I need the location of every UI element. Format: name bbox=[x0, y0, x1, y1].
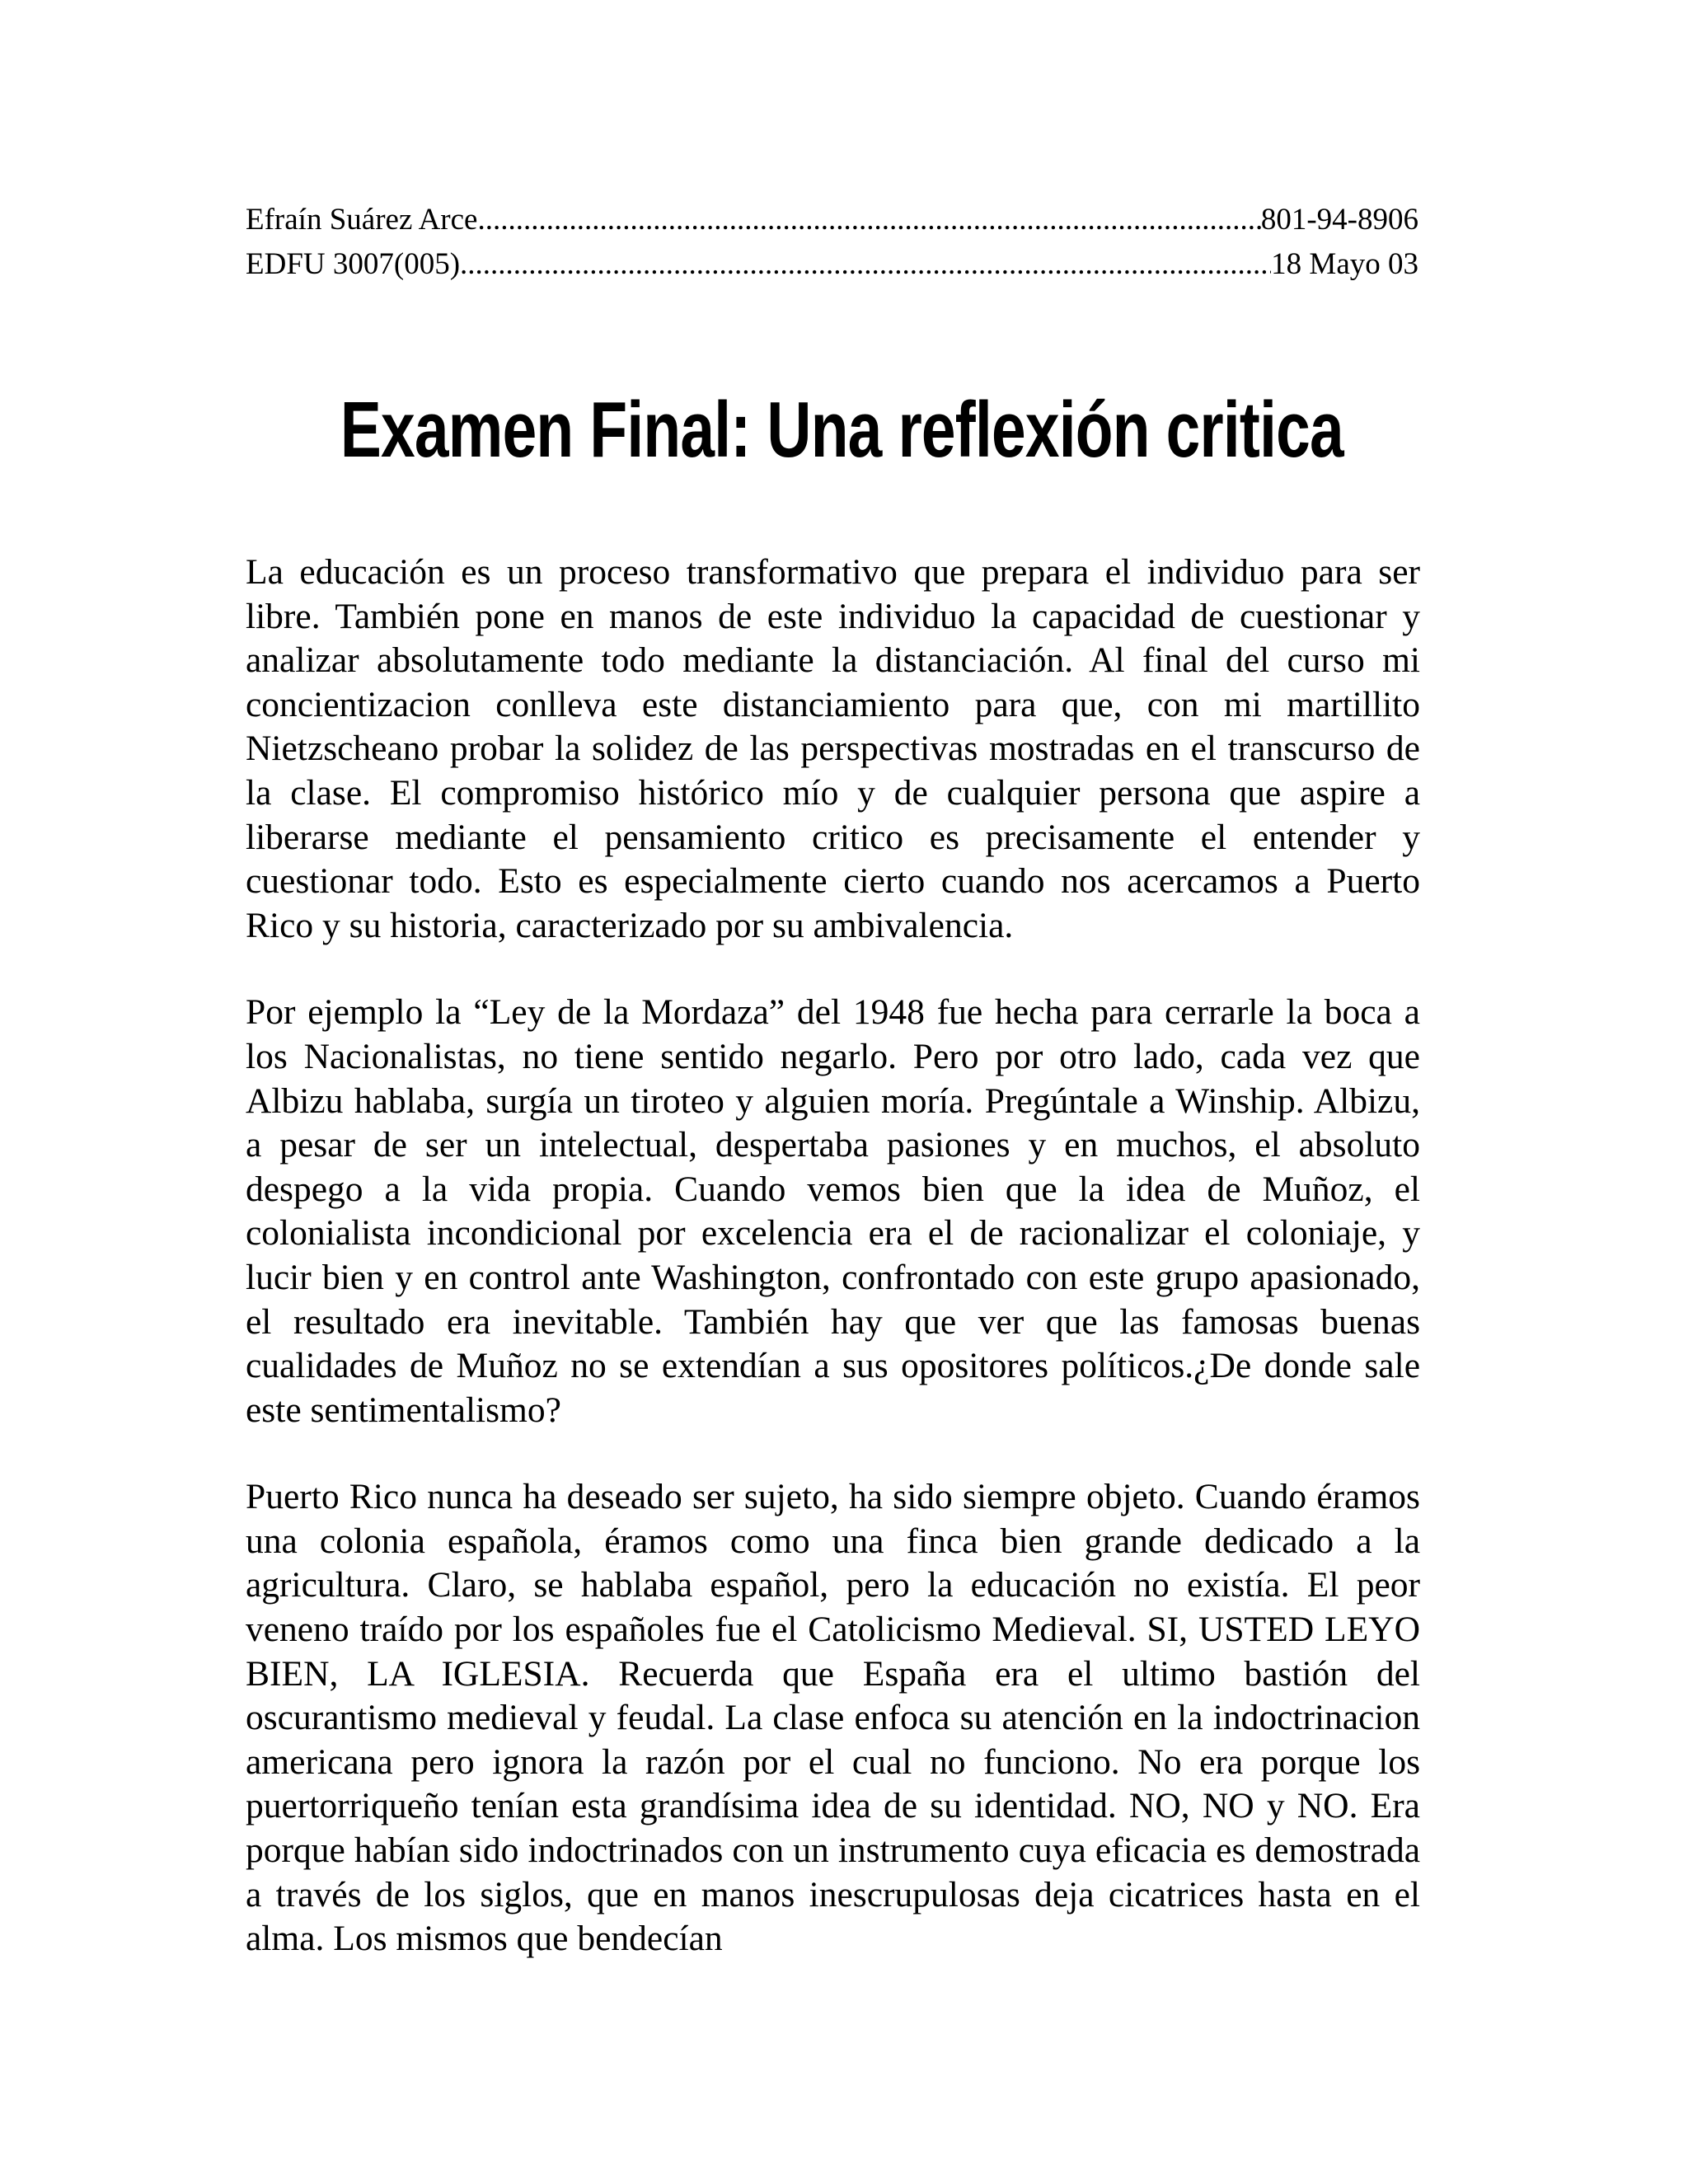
author-name: Efraín Suárez Arce bbox=[246, 203, 478, 237]
body-paragraph: Puerto Rico nunca ha deseado ser sujeto, ha sido siempre objeto. Cuando éramos una colonia española, éramos como una finca bien grande dedicado a la agricultura. Claro, se hablaba español, pero la educación no existía. El peor veneno traído por los españoles fue el Catolicismo Medieval. SI, USTED LEYO BIEN, LA IGLESIA. Recuerda que España era el ultimo bastión del oscurantismo medieval y feudal. La clase enfoca su atención en la indoctrinacion americana pero ignora la razón por el cual no funciono. No era porque los puertorriqueño tenían esta grandísima idea de su identidad. NO, NO y NO. Era porque habían sido indoctrinados con un instrumento cuya eficacia es demostrada a través de los siglos, que en manos inescrupulosas deja cicatrices hasta en el alma. Los mismos que bendecían bbox=[246, 1477, 1420, 1959]
dot-leader bbox=[460, 242, 1271, 287]
document-header bbox=[246, 198, 1418, 287]
course-code: EDFU 3007(005) bbox=[246, 247, 461, 281]
student-id: 801-94-8906 bbox=[1260, 203, 1418, 237]
header-line-course bbox=[246, 242, 1418, 287]
body-paragraph: La educación es un proceso transformativo que prepara el individuo para ser libre. También pone en manos de este individuo la capacidad de cuestionar y analizar absolutamente todo mediante la distanciación. Al final del curso mi concientizacion conlleva este distanciamiento para que, con mi martillito Nietzscheano probar la solidez de las perspectivas mostradas en el transcurso de la clase. El compromiso histórico mío y de cualquier persona que aspire a liberarse mediante el pensamiento critico es precisamente el entender y cuestionar todo. Esto es especialmente cierto cuando nos acercamos a Puerto Rico y su historia, caracterizado por su ambivalencia. bbox=[246, 552, 1420, 945]
document-title: Examen Final: Una reflexión critica bbox=[340, 386, 1343, 474]
dot-leader bbox=[477, 198, 1260, 242]
document-body bbox=[246, 551, 1420, 1961]
header-line-name bbox=[246, 198, 1418, 242]
body-paragraph: Por ejemplo la “Ley de la Mordaza” del 1948 fue hecha para cerrarle la boca a los Nacionalistas, no tiene sentido negarlo. Pero por otro lado, cada vez que Albizu hablaba, surgía un tiroteo y alguien moría. Pregúntale a Winship. Albizu, a pesar de ser un intelectual, despertaba pasiones y en muchos, el absoluto despego a la vida propia. Cuando vemos bien que la idea de Muñoz, el colonialista incondicional por excelencia era el de racionalizar el coloniaje, y lucir bien y en control ante Washington, confrontado con este grupo apasionado, el resultado era inevitable. También hay que ver que las famosas buenas cualidades de Muñoz no se extendían a sus opositores políticos.¿De donde sale este sentimentalismo? bbox=[246, 992, 1420, 1430]
document-date: 18 Mayo 03 bbox=[1271, 247, 1418, 281]
